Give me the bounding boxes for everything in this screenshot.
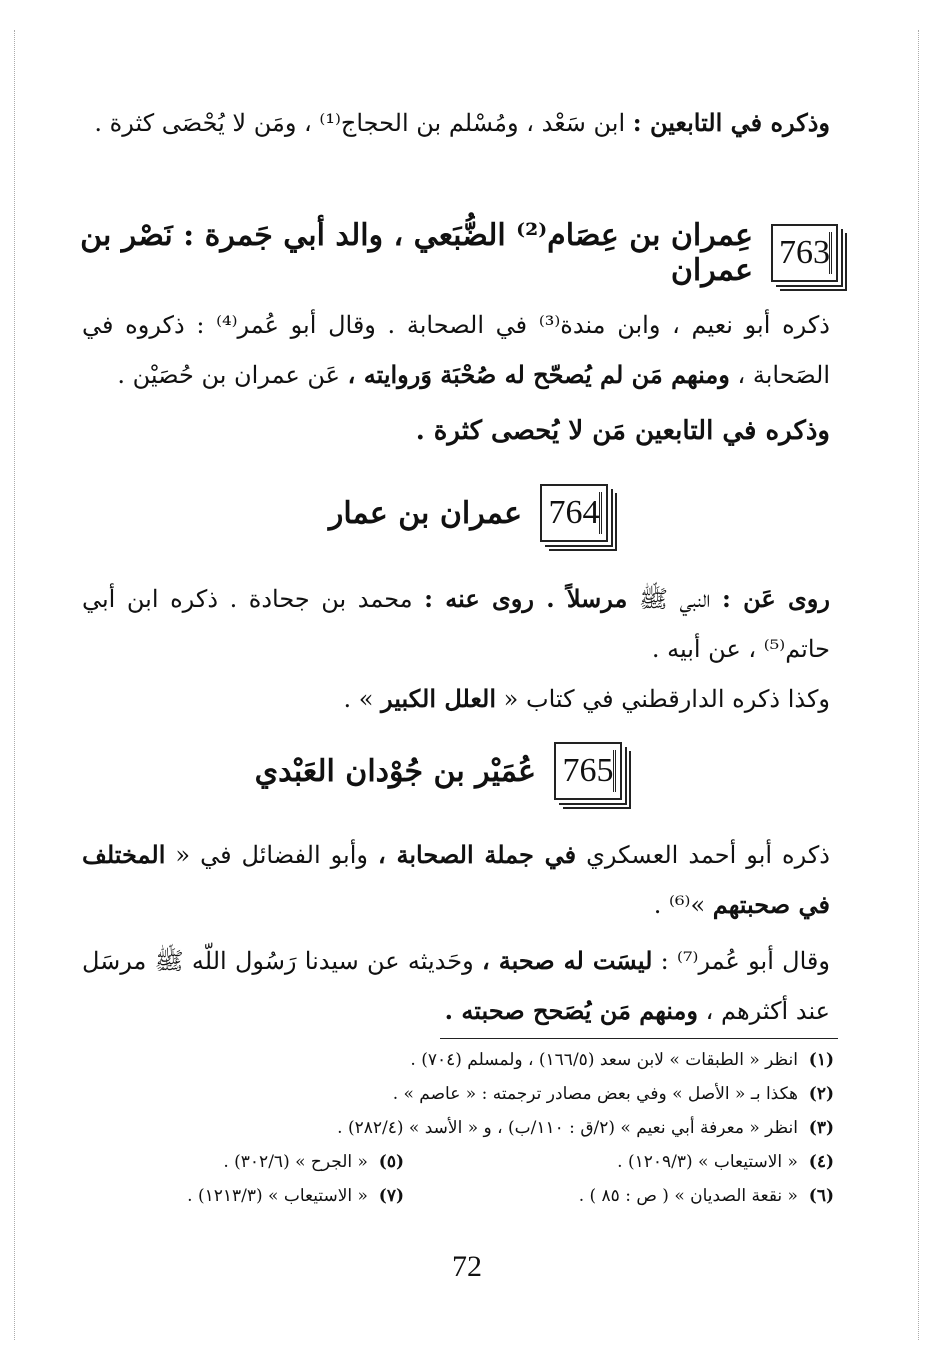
footnote-text: « الاستيعاب » (١٢١٣/٣) . [187,1186,368,1206]
text-run: وحَديثه عن سيدنا رَسُول اللّه ﷺ مرسَل عند أكثرهم ، [82,947,830,1025]
box-bar [613,750,616,792]
footnote-text: « الجرح » (٣٠٢/٦) . [223,1152,368,1172]
intro-paragraph [82,98,830,148]
intro-text: ابن سَعْد ، ومُسْلم بن الحجاج⁽¹⁾ ، ومَن لا يُحْصَى كثرة . [94,109,633,137]
entry-763-paragraph-2 [82,406,830,456]
entry-765-paragraph-2 [82,936,830,1036]
entry-763-heading [0,218,838,288]
footnote-number: (٤) [808,1152,834,1172]
entry-number: 763 [779,234,831,271]
text-run: » . [343,685,382,713]
footnote-text: « الاستيعاب » (١٢٠٩/٣) . [617,1152,798,1172]
bold-run: في جملة الصحابة ، [378,840,577,869]
footnote-number: (٥) [378,1152,404,1172]
bold-run: المختلف في صحبتهم [82,840,830,919]
text-run: وأبو الفضائل في « [165,841,378,869]
entry-number: 764 [548,494,600,531]
footnote-number: (٢) [808,1084,834,1104]
footnote-7 [187,1182,404,1210]
bold-run: ومنهم مَن يُصَحح صحبته . [444,996,698,1025]
entry-number-box [540,484,608,542]
footnote-number: (٧) [378,1186,404,1206]
footnote-number: (٣) [808,1118,834,1138]
text-run: ذكره أبو نعيم ، وابن مندة⁽³⁾ في الصحابة . وقال أبو عُمر⁽⁴⁾ : ذكروه في الصَحابة ، [82,311,830,389]
bold-run: مرسلاً . روى عنه : [424,584,628,613]
bold-run: العلل الكبير [381,684,497,713]
footnote-divider [440,1038,838,1039]
footnote-5 [223,1148,404,1176]
text-run: »⁽⁶⁾ . [653,891,713,919]
footnote-6 [579,1182,834,1210]
footnote-text: « نقعة الصديان » ( ص : ٨٥ ) . [578,1186,798,1206]
entry-title: عمران بن عمار [328,495,522,531]
page-number: 72 [452,1250,482,1283]
entry-763-paragraph-1 [82,300,830,400]
footnote-3 [337,1114,834,1142]
footnote-number: (٦) [808,1186,834,1206]
footnote-4 [617,1148,834,1176]
entry-title: عِمران بن عِصَام⁽²⁾ الضُّبَعي ، والد أبي جَمرة : نَصْر بن عمران [80,218,754,288]
footnote-2 [393,1080,834,1108]
text-run: وكذا ذكره الدارقطني في كتاب « [496,685,830,713]
footnote-text: انظر « معرفة أبي نعيم » (٢/ق : ١١٠/ب) ، و « الأسد » (٢٨٢/٤) . [337,1118,798,1138]
page-edge-right [918,30,919,1340]
entry-number: 765 [562,752,614,789]
entry-number-box [554,742,622,800]
entry-764-heading [329,484,608,542]
entry-764-paragraph-2 [343,674,830,724]
entry-title: عُمَيْر بن جُوْدان العَبْدي [254,753,536,789]
text-run: عَن عمران بن حُصَيْن . [117,361,348,389]
footnote-text: هكذا بـ « الأصل » وفي بعض مصادر ترجمته : « عاصم » . [392,1084,798,1104]
box-bar [599,492,602,534]
bold-run: روى عَن : [722,584,830,613]
text-run: النبي ﷺ [627,585,722,613]
intro-bold-lead: وذكره في التابعين : [632,108,830,137]
text-run: ذكره أبو أحمد العسكري [576,841,830,869]
footnote-number: (١) [808,1050,834,1070]
entry-764-paragraph-1 [82,574,830,674]
bold-run: ومنهم مَن لم يُصحّح له صُحْبَة وَروايته ، [347,360,730,389]
bold-run: وذكره في التابعين مَن لا يُحصى كثرة . [415,416,830,446]
entry-765-heading [255,742,622,800]
bold-run: ليسَت له صحبة ، [481,946,653,975]
text-run: وقال أبو عُمر⁽⁷⁾ : [652,947,830,975]
entry-765-paragraph-1 [82,830,830,930]
box-bar [829,232,832,274]
text-run: محمد بن جحادة . ذكره ابن أبي حاتم⁽⁵⁾ ، عن أبيه . [82,585,830,663]
footnote-text: انظر « الطبقات » لابن سعد (١٦٦/٥) ، ولمسلم (٧٠٤) . [410,1050,798,1070]
entry-number-box [771,224,838,282]
footnote-1 [410,1046,834,1074]
